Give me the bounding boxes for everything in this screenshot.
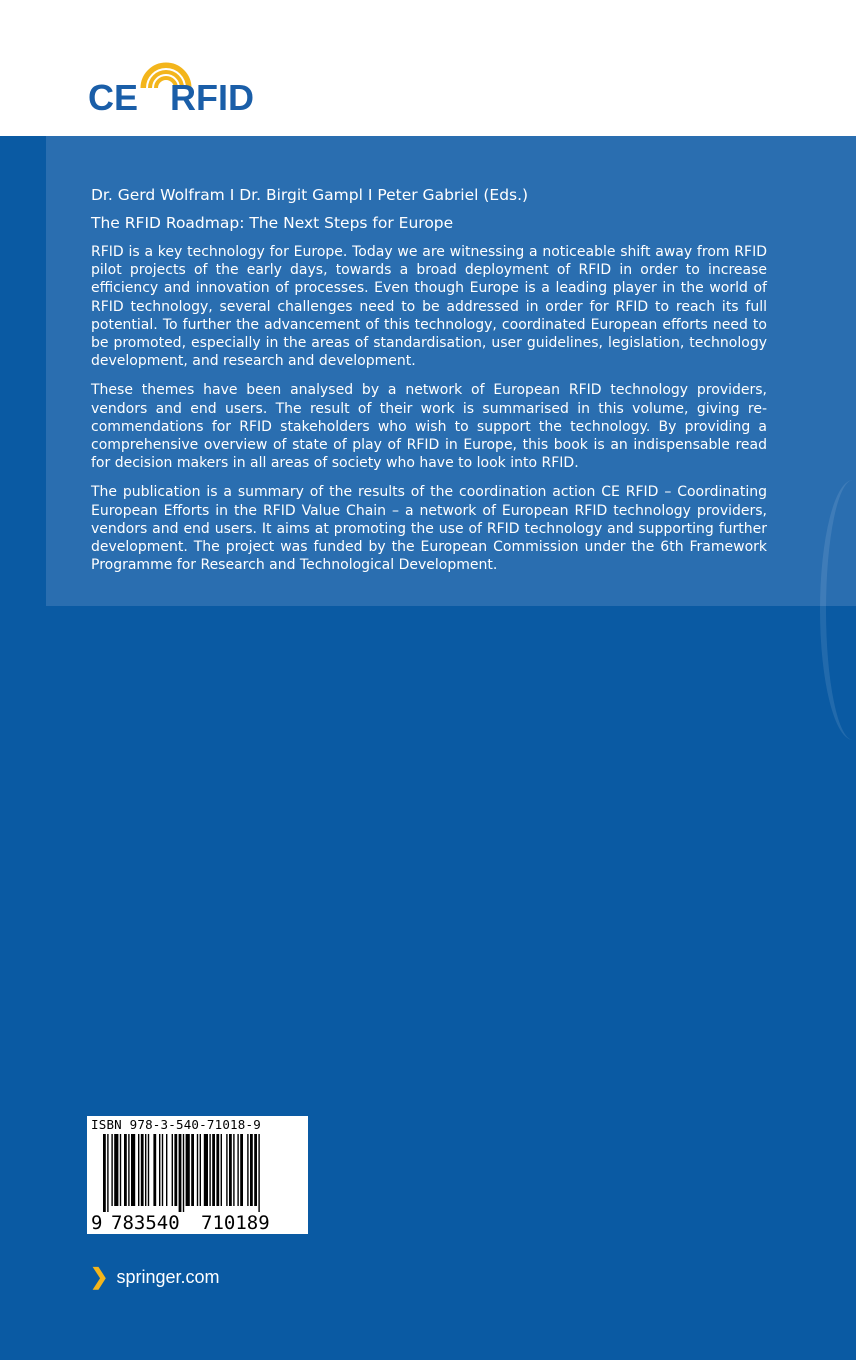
barcode-bar <box>250 1134 253 1206</box>
barcode-bar <box>174 1134 177 1206</box>
paragraph-3: The publication is a summary of the results of the coordination action CE RFID – Coordinating European Efforts in the RFID Value Chain – a network of European RFID technology providers, vendors and end users. It aims at promoting the use of RFID technology and supporting further development. The project was funded by the European Commission under the 6th Framework Programme for Research and Technological Development. <box>91 484 767 574</box>
barcode-bar <box>114 1134 118 1206</box>
barcode-bar <box>229 1134 232 1206</box>
barcode-bar <box>237 1134 238 1206</box>
barcode-bar <box>200 1134 201 1206</box>
authors: Dr. Gerd Wolfram I Dr. Birgit Gampl I Peter Gabriel (Eds.) <box>91 186 529 204</box>
book-title: The RFID Roadmap: The Next Steps for Europe <box>91 214 454 232</box>
isbn-label: ISBN 978-3-540-71018-9 <box>91 1117 261 1132</box>
description-panel <box>46 136 856 606</box>
ce-rfid-logo <box>86 48 268 118</box>
barcode-bar <box>186 1134 190 1206</box>
ce-rfid-logo-graphic <box>86 48 268 118</box>
header-band <box>0 0 856 136</box>
barcode-bar <box>111 1134 112 1206</box>
barcode-bar <box>247 1134 248 1206</box>
barcode-bar <box>179 1134 182 1212</box>
barcode-bar <box>221 1134 222 1206</box>
barcode-bar <box>145 1134 146 1206</box>
chevron-right-icon: ❯ <box>90 1264 109 1289</box>
barcode-bar <box>153 1134 156 1206</box>
barcode-digit-group1: 783540 <box>111 1212 180 1234</box>
barcode-digit-first: 9 <box>91 1212 103 1234</box>
barcode-bar <box>107 1134 108 1212</box>
barcode-bar <box>226 1134 227 1206</box>
barcode-bar <box>166 1134 167 1206</box>
description-content <box>91 184 767 585</box>
barcode-bar <box>124 1134 127 1206</box>
barcode-graphic <box>87 1116 308 1234</box>
barcode-bar <box>138 1134 139 1206</box>
barcode-bar <box>120 1134 121 1206</box>
barcode-bar <box>212 1134 215 1206</box>
paragraph-2: These themes have been analysed by a network of European RFID technology providers, vendors and end users. The result of their work is summarised in this volume, giving recommendations for RFID stakeholders who wish to support the technology. By providing a comprehensive overview of state of play of RFID in Europe, this book is an indispensable read for decision makers in all areas of society who have to look into RFID. <box>91 382 767 472</box>
barcode-bar <box>254 1134 257 1206</box>
paragraph-1: RFID is a key technology for Europe. Today we are witnessing a noticeable shift away from RFID pilot projects of the early days, towards a broad deployment of RFID in order to increase efficiency and innovation of processes. Even though Europe is a leading player in the world of RFID technology, several challenges need to be addressed in order for RFID to reach its full potential. To further the advancement of this technology, coordinated European efforts need to be promoted, especially in the areas of standardisation, user guidelines, legislation, technology development, and research and development. <box>91 244 767 370</box>
barcode-bar <box>233 1134 234 1206</box>
barcode-bar <box>209 1134 210 1206</box>
barcode-bar <box>240 1134 243 1206</box>
barcode-bar <box>162 1134 163 1206</box>
barcode-bar <box>191 1134 194 1206</box>
barcode-bar <box>183 1134 184 1212</box>
barcode-digit-group2: 710189 <box>201 1212 270 1234</box>
barcode-bar <box>141 1134 144 1206</box>
barcode-bar <box>172 1134 173 1206</box>
barcode-bar <box>204 1134 208 1206</box>
barcode-bar <box>103 1134 106 1212</box>
isbn-barcode <box>87 1116 308 1234</box>
springer-website-link[interactable] <box>90 1263 219 1291</box>
barcode-bar <box>159 1134 160 1206</box>
barcode-bar <box>258 1134 259 1212</box>
website-label: springer.com <box>116 1266 220 1287</box>
barcode-bar <box>216 1134 219 1206</box>
logo-text-ce: CE <box>88 77 139 118</box>
barcode-bar <box>128 1134 129 1206</box>
barcode-bar <box>148 1134 149 1206</box>
barcode-bar <box>197 1134 198 1206</box>
logo-text-rfid: RFID <box>170 77 254 118</box>
barcode-bar <box>131 1134 135 1206</box>
